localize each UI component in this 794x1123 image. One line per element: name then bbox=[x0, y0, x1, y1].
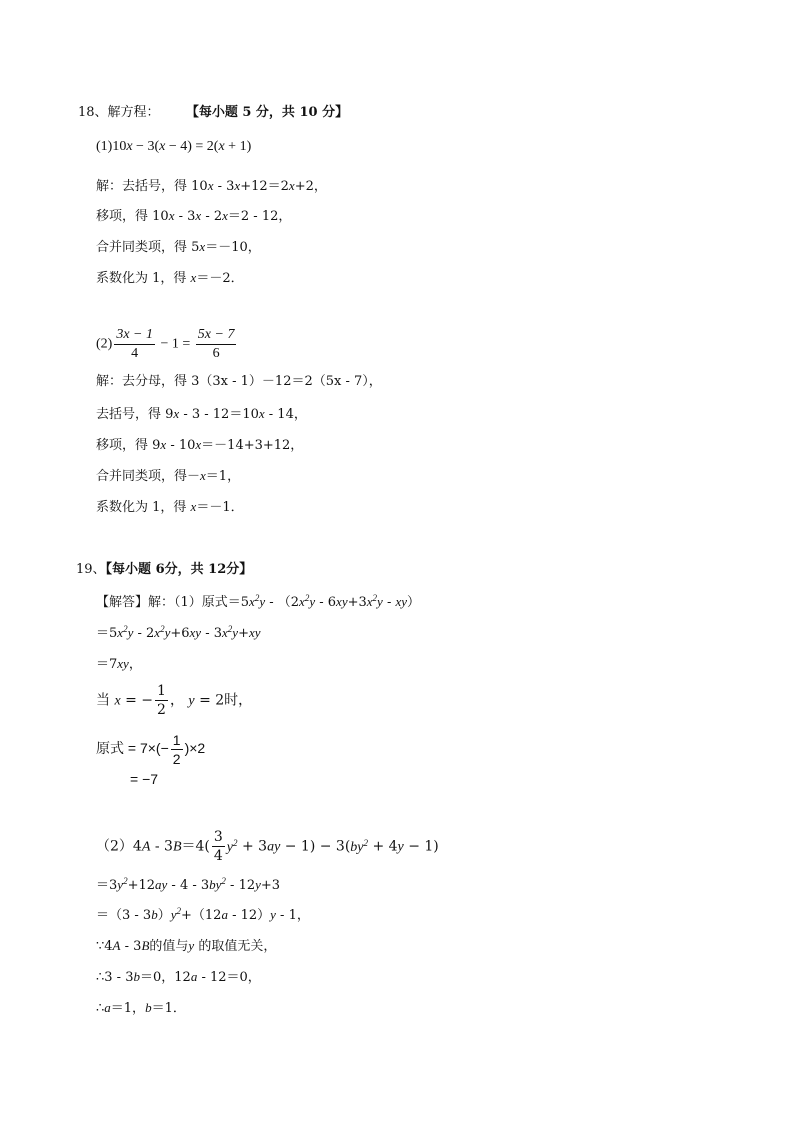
q19-p2-line6: ∴a＝1，b＝1． bbox=[96, 1000, 186, 1016]
q19-p1-line5: 原式 = 7×(− $\frac{1}{2}$ )×2 bbox=[96, 732, 206, 767]
q18-p2-step2: 去括号，得 9x - 3 - 12＝10x - 14， bbox=[96, 406, 307, 422]
q19-p1-line4: 当 x = − $\frac{1}{2}$ ， y = 2时， bbox=[96, 683, 253, 718]
q18-number: 18、解方程： bbox=[78, 105, 160, 120]
q18-p2-step5: 系数化为 1，得 x＝－1． bbox=[96, 499, 244, 515]
fraction: $\frac{1}{2}$ bbox=[172, 732, 181, 767]
q19-points: 【每小题 6分，共 12分】 bbox=[105, 562, 253, 577]
fraction: $\frac{5x - 7}{6}$ bbox=[197, 327, 235, 361]
q19-p2-line1: （2）4A - 3B＝4( $\frac{3}{4}$ $y^2 + 3ay - 1) - 3(by^2 + 4y - 1)$ bbox=[96, 829, 439, 864]
q19-p1-line6: = −7 bbox=[130, 771, 159, 787]
fraction: $\frac{3x - 1}{4}$ bbox=[116, 327, 153, 361]
q18-p2-equation: (2) $\frac{3x - 1}{4}$ − 1 = $\frac{5x - 7}{6}$ bbox=[96, 327, 235, 361]
q18-p1-step2: 移项，得 10x - 3x - 2x＝2 - 12， bbox=[96, 208, 292, 224]
q18-heading bbox=[78, 104, 348, 122]
q18-p2-step4: 合并同类项，得－x＝1， bbox=[96, 468, 241, 484]
q19-p1-line2: $=5x^2y - 2x^2y+6xy - 3x^2y+xy$ bbox=[96, 624, 261, 641]
q19-p1-line1: 【解答】解：（1）原式$=5x^2y - (2x^2y - 6xy+3x^2y - xy)$ bbox=[96, 593, 421, 610]
q18-p1-step4: 系数化为 1，得 x＝－2． bbox=[96, 270, 244, 286]
q19-number: 19、 bbox=[76, 562, 106, 577]
q19-heading bbox=[76, 561, 252, 579]
q18-p1-equation: (1)10x − 3(x − 4) = 2(x + 1) bbox=[96, 139, 252, 154]
q19-p2-line2: $=3y^2+12ay - 4 - 3by^2 - 12y+3$ bbox=[96, 876, 281, 893]
q19-p2-line4: ∵4A - 3B的值与y 的取值无关， bbox=[96, 938, 277, 954]
fraction: $\frac{3}{4}$ bbox=[213, 829, 223, 864]
q18-p2-step3: 移项，得 9x - 10x＝－14+3+12， bbox=[96, 437, 304, 453]
q18-p1-step3: 合并同类项，得 5x＝－10， bbox=[96, 239, 261, 255]
q19-p2-line5: ∴3 - 3b＝0，12a - 12＝0， bbox=[96, 969, 261, 985]
fraction: $\frac{1}{2}$ bbox=[157, 683, 166, 718]
q19-p2-line3: $=(3 - 3b)y^2+(12a - 12)y - 1$， bbox=[96, 906, 310, 923]
q18-p1-step1: 解：去括号，得 10x - 3x+12＝2x+2， bbox=[96, 178, 327, 194]
q18-points: 【每小题 5 分，共 10 分】 bbox=[185, 105, 349, 120]
q18-p2-step1: 解：去分母，得 3（3x - 1）－12＝2（5x - 7）， bbox=[96, 374, 382, 389]
q19-p1-line3: ＝7xy， bbox=[96, 656, 142, 672]
